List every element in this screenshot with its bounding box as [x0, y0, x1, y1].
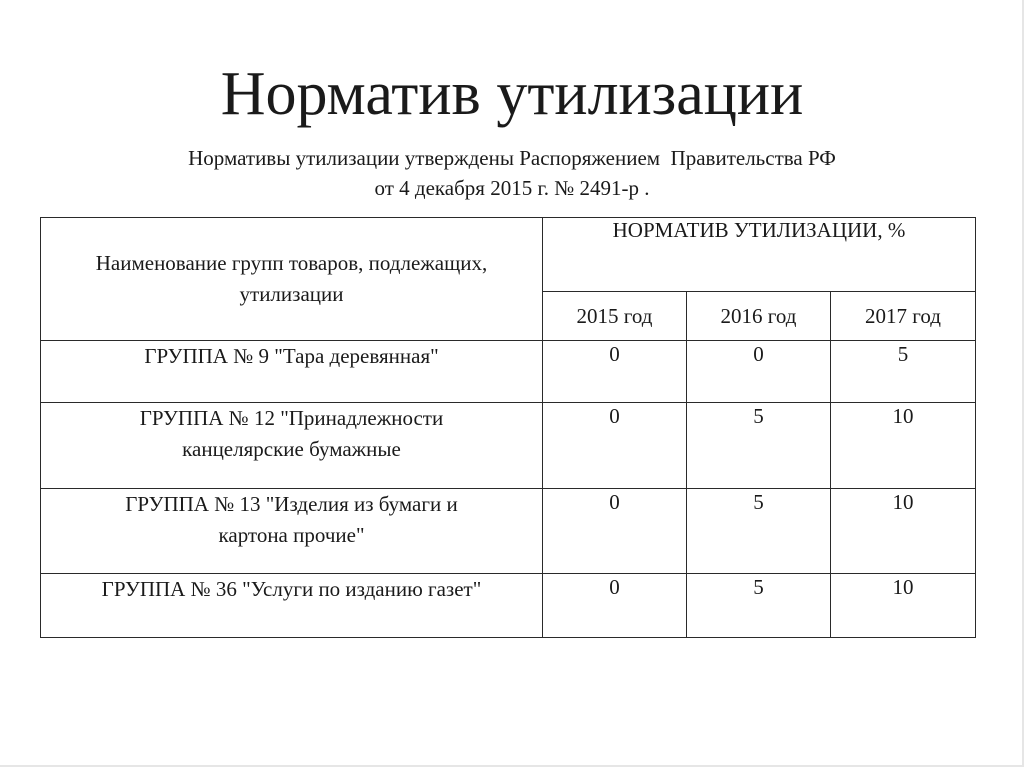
value-2016: 5 — [687, 489, 831, 574]
value-2017: 10 — [831, 403, 976, 489]
header-year-2017: 2017 год — [831, 292, 976, 341]
group-name-line-1: ГРУППА № 9 "Тара деревянная" — [144, 344, 439, 368]
value-2016: 5 — [687, 574, 831, 638]
group-name-cell — [41, 341, 543, 403]
value-2015: 0 — [543, 489, 687, 574]
group-name-line-1: ГРУППА № 36 "Услуги по изданию газет" — [101, 577, 482, 601]
subtitle-line-2: от 4 декабря 2015 г. № 2491-р . — [374, 176, 650, 200]
value-2017: 5 — [831, 341, 976, 403]
header-year-2015: 2015 год — [543, 292, 687, 341]
group-name-line-1: ГРУППА № 12 "Принадлежности — [139, 406, 444, 430]
table-row — [41, 403, 976, 489]
group-name-cell — [41, 489, 543, 574]
header-year-2016: 2016 год — [687, 292, 831, 341]
value-2017: 10 — [831, 489, 976, 574]
group-name-line-1: ГРУППА № 13 "Изделия из бумаги и — [125, 492, 458, 516]
table-header-row — [41, 218, 976, 292]
value-2017: 10 — [831, 574, 976, 638]
table-row — [41, 489, 976, 574]
table-row — [41, 574, 976, 638]
header-group-name-line-1: Наименование групп товаров, подлежащих, — [95, 251, 488, 275]
header-group-name — [41, 218, 543, 341]
value-2015: 0 — [543, 341, 687, 403]
value-2016: 0 — [687, 341, 831, 403]
group-name-cell — [41, 403, 543, 489]
group-name-line-2: канцелярские бумажные — [182, 437, 401, 461]
recycling-norms-table — [40, 217, 976, 638]
value-2015: 0 — [543, 403, 687, 489]
slide-subtitle — [60, 143, 964, 203]
table-row — [41, 341, 976, 403]
group-name-cell — [41, 574, 543, 638]
group-name-line-2: картона прочие" — [218, 523, 365, 547]
value-2016: 5 — [687, 403, 831, 489]
slide-title: Норматив утилизации — [220, 60, 804, 128]
subtitle-line-1: Нормативы утилизации утверждены Распоряжением Правительства РФ — [188, 146, 836, 170]
header-norm: НОРМАТИВ УТИЛИЗАЦИИ, % — [543, 218, 976, 292]
header-group-name-line-2: утилизации — [239, 282, 344, 306]
value-2015: 0 — [543, 574, 687, 638]
